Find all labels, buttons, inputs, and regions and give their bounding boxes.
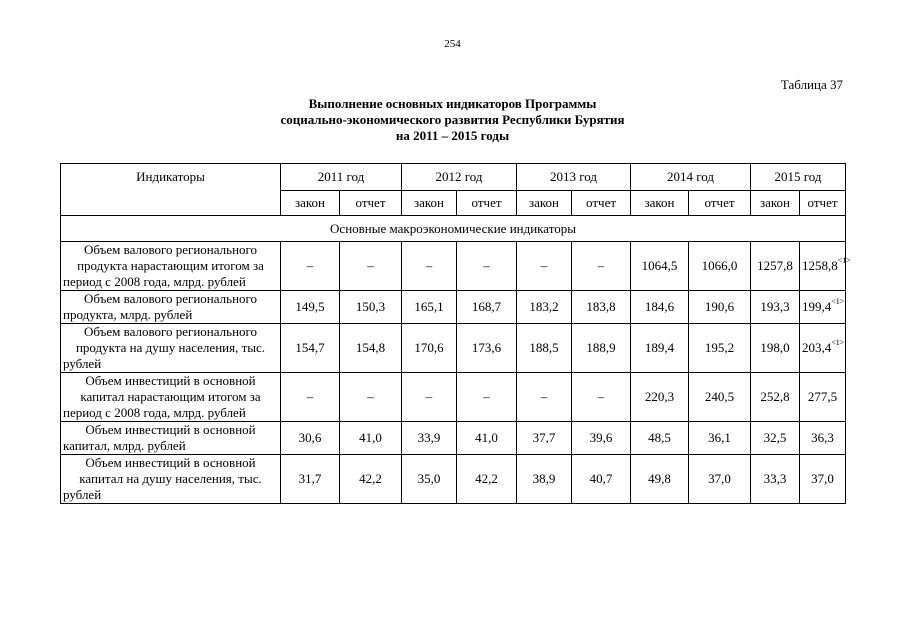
header-law: закон <box>631 191 689 216</box>
cell-value: 1257,8 <box>757 258 793 273</box>
value-cell <box>751 455 800 504</box>
header-year: 2011 год <box>281 164 402 191</box>
cell-value: 48,5 <box>648 430 671 445</box>
cell-value: – <box>306 258 314 273</box>
value-cell <box>517 242 572 291</box>
table-label: Таблица 37 <box>780 77 843 92</box>
table-row <box>61 422 846 455</box>
value-cell <box>517 291 572 324</box>
value-cell <box>800 324 846 373</box>
header-report: отчет <box>340 191 402 216</box>
value-cell <box>281 242 340 291</box>
table-row <box>61 242 846 291</box>
cell-value: 150,3 <box>355 299 386 314</box>
cell-value: 36,3 <box>811 430 834 445</box>
value-cell <box>572 422 631 455</box>
value-cell <box>689 373 751 422</box>
value-cell <box>572 291 631 324</box>
value-cell <box>751 242 800 291</box>
cell-value: 188,9 <box>586 340 616 355</box>
cell-value: 277,5 <box>807 389 838 404</box>
cell-value: 203,4 <box>802 340 832 355</box>
cell-value: 41,0 <box>475 430 498 445</box>
cell-value: 154,8 <box>355 340 386 355</box>
value-cell <box>751 422 800 455</box>
title-line: на 2011 – 2015 годы <box>395 128 510 143</box>
cell-value: 240,5 <box>704 389 735 404</box>
table-title <box>0 96 905 144</box>
cell-value: 173,6 <box>471 340 502 355</box>
cell-value: 149,5 <box>295 299 325 314</box>
cell-value: 35,0 <box>417 471 441 486</box>
value-cell <box>800 422 846 455</box>
header-law: закон <box>517 191 572 216</box>
value-cell <box>402 242 457 291</box>
cell-value: 165,1 <box>414 299 444 314</box>
value-cell <box>402 291 457 324</box>
value-cell <box>800 291 846 324</box>
cell-value: 183,8 <box>586 299 616 314</box>
value-cell <box>281 455 340 504</box>
value-cell <box>517 373 572 422</box>
cell-value: 168,7 <box>471 299 502 314</box>
value-cell <box>751 324 800 373</box>
indicator-label: Объем валового регионального продукта нарастающим итогом за период с 2008 года, млрд. рублей <box>61 242 281 291</box>
value-cell <box>572 242 631 291</box>
cell-value: 198,0 <box>760 340 790 355</box>
cell-value: 32,5 <box>763 430 787 445</box>
cell-value: – <box>483 389 490 404</box>
value-cell <box>631 242 689 291</box>
header-report: отчет <box>800 191 846 216</box>
value-cell <box>689 291 751 324</box>
value-cell <box>572 373 631 422</box>
value-cell <box>457 242 517 291</box>
cell-value: 195,2 <box>704 340 735 355</box>
cell-value: 183,2 <box>529 299 559 314</box>
value-cell <box>402 422 457 455</box>
cell-value: – <box>540 389 548 404</box>
value-cell <box>340 242 402 291</box>
value-cell <box>800 455 846 504</box>
value-cell <box>281 422 340 455</box>
footnote-marker: <1> <box>837 256 851 265</box>
value-cell <box>800 242 851 291</box>
cell-value: 38,9 <box>532 471 556 486</box>
cell-value: 170,6 <box>414 340 444 355</box>
header-report: отчет <box>457 191 517 216</box>
cell-value: – <box>367 389 374 404</box>
value-cell <box>281 324 340 373</box>
value-cell <box>281 291 340 324</box>
section-row <box>61 216 846 242</box>
value-cell <box>631 373 689 422</box>
value-cell <box>457 455 517 504</box>
value-cell <box>751 291 800 324</box>
cell-value: 1064,5 <box>641 258 678 273</box>
cell-value: – <box>306 389 314 404</box>
header-year: 2012 год <box>402 164 517 191</box>
cell-value: 1258,8 <box>802 258 838 273</box>
cell-value: 1066,0 <box>701 258 738 273</box>
header-row-years <box>61 164 846 191</box>
value-cell <box>281 373 340 422</box>
indicator-label: Объем инвестиций в основной капитал на душу населения, тыс. рублей <box>61 455 281 504</box>
cell-value: 37,0 <box>811 471 834 486</box>
value-cell <box>572 455 631 504</box>
title-line: социально-экономического развития Республики Бурятия <box>280 112 625 127</box>
cell-value: 199,4 <box>802 299 832 314</box>
value-cell <box>631 422 689 455</box>
value-cell <box>751 373 800 422</box>
indicator-label: Объем валового регионального продукта, млрд. рублей <box>61 291 281 324</box>
footnote-marker: <1> <box>831 338 845 347</box>
cell-value: 33,9 <box>417 430 441 445</box>
value-cell <box>457 373 517 422</box>
value-cell <box>572 324 631 373</box>
value-cell <box>689 422 751 455</box>
cell-value: 193,3 <box>760 299 790 314</box>
header-report: отчет <box>572 191 631 216</box>
cell-value: – <box>367 258 374 273</box>
indicator-label: Объем инвестиций в основной капитал, млрд. рублей <box>61 422 281 455</box>
indicator-label: Объем валового регионального продукта на душу населения, тыс. рублей <box>61 324 281 373</box>
value-cell <box>340 455 402 504</box>
header-law: закон <box>402 191 457 216</box>
header-report: отчет <box>689 191 751 216</box>
section-title: Основные макроэкономические индикаторы <box>61 216 846 242</box>
indicators-table <box>60 163 851 504</box>
value-cell <box>402 324 457 373</box>
value-cell <box>631 291 689 324</box>
cell-value: – <box>425 389 433 404</box>
value-cell <box>340 324 402 373</box>
cell-value: – <box>597 389 605 404</box>
cell-value: – <box>597 258 605 273</box>
header-law: закон <box>281 191 340 216</box>
cell-value: – <box>540 258 548 273</box>
cell-value: 188,5 <box>529 340 559 355</box>
cell-value: 49,8 <box>648 471 671 486</box>
cell-value: – <box>483 258 490 273</box>
value-cell <box>517 422 572 455</box>
header-indicators: Индикаторы <box>61 164 281 216</box>
value-cell <box>457 324 517 373</box>
value-cell <box>457 422 517 455</box>
value-cell <box>689 455 751 504</box>
cell-value: 42,2 <box>359 471 382 486</box>
value-cell <box>340 291 402 324</box>
value-cell <box>517 455 572 504</box>
value-cell <box>631 455 689 504</box>
cell-value: 220,3 <box>644 389 675 404</box>
cell-value: 41,0 <box>359 430 382 445</box>
value-cell <box>800 373 846 422</box>
cell-value: 154,7 <box>295 340 325 355</box>
value-cell <box>340 422 402 455</box>
cell-value: 190,6 <box>704 299 735 314</box>
value-cell <box>340 373 402 422</box>
cell-value: 39,6 <box>589 430 613 445</box>
indicator-label: Объем инвестиций в основной капитал нарастающим итогом за период с 2008 года, млрд. рублей <box>61 373 281 422</box>
cell-value: 36,1 <box>708 430 731 445</box>
value-cell <box>402 455 457 504</box>
value-cell <box>689 324 751 373</box>
cell-value: – <box>425 258 433 273</box>
cell-value: 30,6 <box>298 430 322 445</box>
cell-value: 189,4 <box>644 340 675 355</box>
value-cell <box>689 242 751 291</box>
table-row <box>61 455 846 504</box>
cell-value: 252,8 <box>760 389 790 404</box>
cell-value: 40,7 <box>589 471 613 486</box>
cell-value: 42,2 <box>475 471 498 486</box>
value-cell <box>457 291 517 324</box>
cell-value: 33,3 <box>763 471 787 486</box>
table-row <box>61 373 846 422</box>
value-cell <box>402 373 457 422</box>
title-line: Выполнение основных индикаторов Программы <box>308 96 597 111</box>
header-year: 2013 год <box>517 164 631 191</box>
footnote-marker: <1> <box>831 297 845 306</box>
value-cell <box>631 324 689 373</box>
table-body <box>61 216 851 504</box>
cell-value: 184,6 <box>644 299 675 314</box>
header-year: 2014 год <box>631 164 751 191</box>
table-row <box>61 324 846 373</box>
header-year: 2015 год <box>751 164 846 191</box>
cell-value: 31,7 <box>298 471 322 486</box>
cell-value: 37,0 <box>708 471 731 486</box>
header-law: закон <box>751 191 800 216</box>
cell-value: 37,7 <box>532 430 556 445</box>
table-row <box>61 291 846 324</box>
value-cell <box>517 324 572 373</box>
page-number: 254 <box>444 38 461 50</box>
